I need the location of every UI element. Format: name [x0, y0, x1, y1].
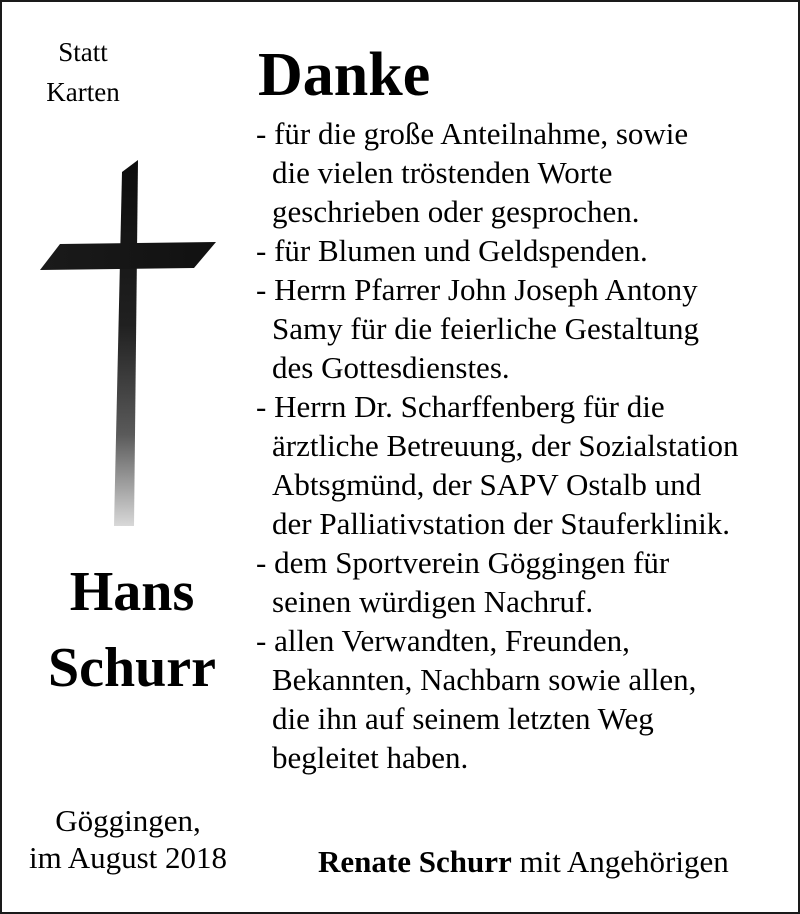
place-date	[10, 802, 246, 876]
place: Göggingen,	[55, 803, 201, 838]
list-item	[256, 270, 792, 387]
signature-suffix: mit Angehörigen	[511, 844, 729, 879]
list-line: - für die große Anteilnahme, sowie	[256, 116, 689, 151]
karten-label: Karten	[46, 77, 120, 107]
date: im August 2018	[28, 840, 228, 875]
cross-icon	[40, 160, 216, 526]
signature-name: Renate Schurr	[318, 844, 512, 879]
statt-label: Statt	[58, 37, 108, 67]
list-line: seinen würdigen Nachruf.	[272, 584, 594, 619]
list-line: der Palliativstation der Stauferklinik.	[272, 506, 731, 541]
thanks-list	[256, 114, 792, 777]
list-line: - dem Sportverein Göggingen für	[256, 545, 670, 580]
list-line: die ihn auf seinem letzten Weg	[272, 701, 654, 736]
list-line: die vielen tröstenden Worte	[272, 155, 613, 190]
page-title: Danke	[258, 41, 431, 109]
statt-karten-header	[30, 32, 136, 112]
list-item	[256, 621, 792, 777]
deceased-name	[40, 554, 224, 706]
list-line: begleitet haben.	[272, 740, 469, 775]
list-line: Abtsgmünd, der SAPV Ostalb und	[272, 467, 702, 502]
deceased-last-name: Schurr	[48, 637, 216, 699]
list-line: - für Blumen und Geldspenden.	[256, 233, 648, 268]
list-line: geschrieben oder gesprochen.	[272, 194, 640, 229]
list-item	[256, 231, 792, 270]
signature	[318, 842, 729, 882]
list-line: Bekannten, Nachbarn sowie allen,	[272, 662, 697, 697]
list-line: ärztliche Betreuung, der Sozialstation	[272, 428, 739, 463]
list-item	[256, 114, 792, 231]
list-line: - Herrn Pfarrer John Joseph Antony	[256, 272, 698, 307]
list-line: - allen Verwandten, Freunden,	[256, 623, 630, 658]
list-item	[256, 387, 792, 543]
deceased-first-name: Hans	[69, 561, 195, 623]
list-item	[256, 543, 792, 621]
list-line: des Gottesdienstes.	[272, 350, 510, 385]
list-line: Samy für die feierliche Gestaltung	[272, 311, 699, 346]
list-line: - Herrn Dr. Scharffenberg für die	[256, 389, 665, 424]
